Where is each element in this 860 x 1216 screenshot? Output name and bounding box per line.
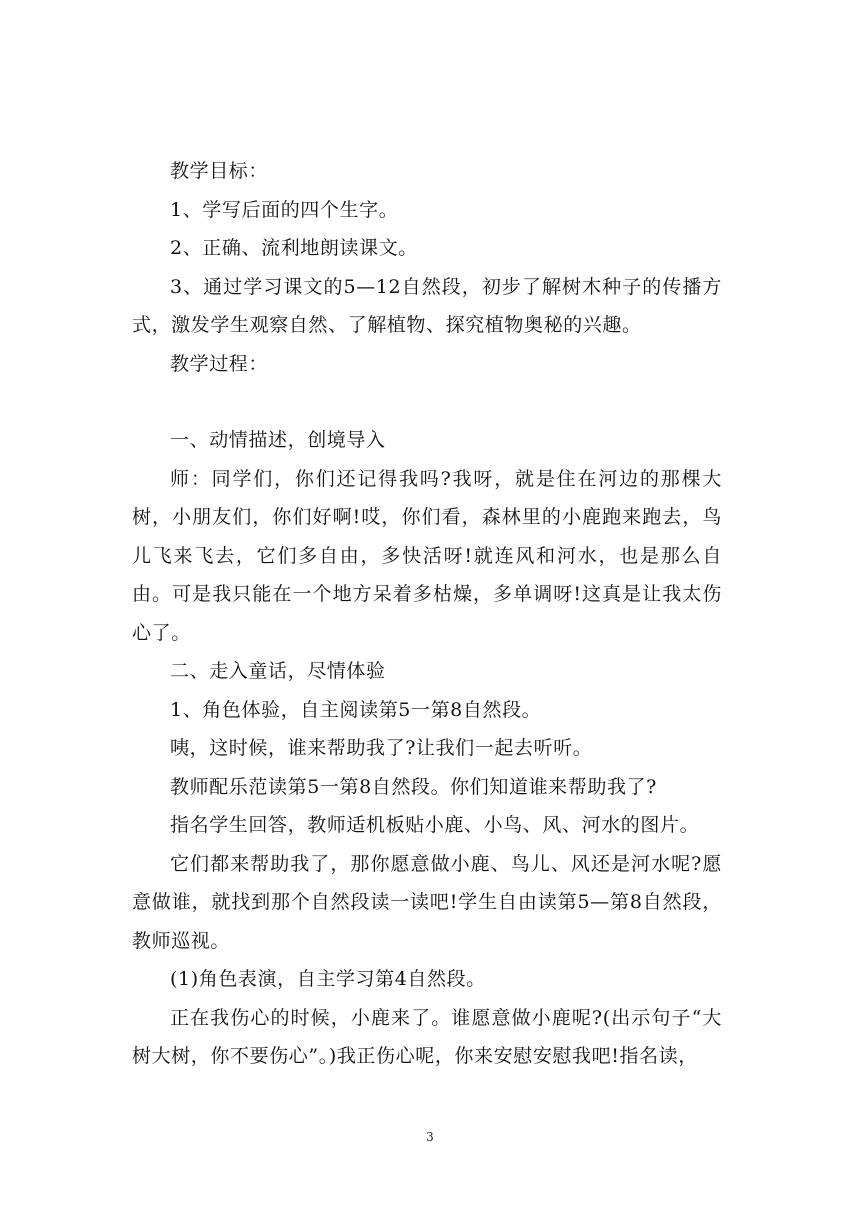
section-spacer [132,383,722,421]
body-paragraph: 咦，这时候，谁来帮助我了?让我们一起去听听。 [170,737,593,759]
goal-item-2: 2、正确、流利地朗读课文。 [170,237,418,259]
subsection-heading-role-play: (1)角色表演，自主学习第4自然段。 [170,968,486,990]
body-paragraph: 教师配乐范读第5一第8自然段。你们知道谁来帮助我了? [170,775,657,798]
body-paragraph: 指名学生回答，教师适机板贴小鹿、小鸟、风、河水的图片。 [170,814,700,836]
page-number: 3 [426,1130,434,1144]
section-heading-2: 二、走入童话，尽情体验 [170,660,386,682]
subsection-heading-1: 1、角色体验，自主阅读第5一第8自然段。 [170,698,542,721]
section-heading-1: 一、动情描述，创境导入 [170,429,386,451]
teacher-intro-paragraph: 师：同学们，你们还记得我吗?我呀，就是住在河边的那棵大树，小朋友们，你们好啊!哎，你们看，森林里的小鹿跑来跑去，鸟儿飞来飞去，它们多自由，多快活呀!就连风和河水，也是那么自由。可是我只能在一个地方呆着多枯燥，多单调呀!这真是让我太伤心了。 [132,467,722,644]
document-body [132,152,722,1076]
body-paragraph: 它们都来帮助我了，那你愿意做小鹿、鸟儿、风还是河水呢?愿意做谁，就找到那个自然段读一读吧!学生自由读第5—第8自然段，教师巡视。 [132,852,722,952]
body-paragraph: 正在我伤心的时候，小鹿来了。谁愿意做小鹿呢?(出示句子“大树大树，你不要伤心”。)我正伤心呢，你来安慰安慰我吧!指名读， [132,1006,722,1067]
heading-teaching-goals: 教学目标： [170,160,269,182]
goal-item-3: 3、通过学习课文的5—12自然段，初步了解树木种子的传播方式，激发学生观察自然、了解植物、探究植物奥秘的兴趣。 [132,275,722,336]
goal-item-1: 1、学写后面的四个生字。 [170,198,399,221]
heading-teaching-process: 教学过程： [170,352,269,375]
